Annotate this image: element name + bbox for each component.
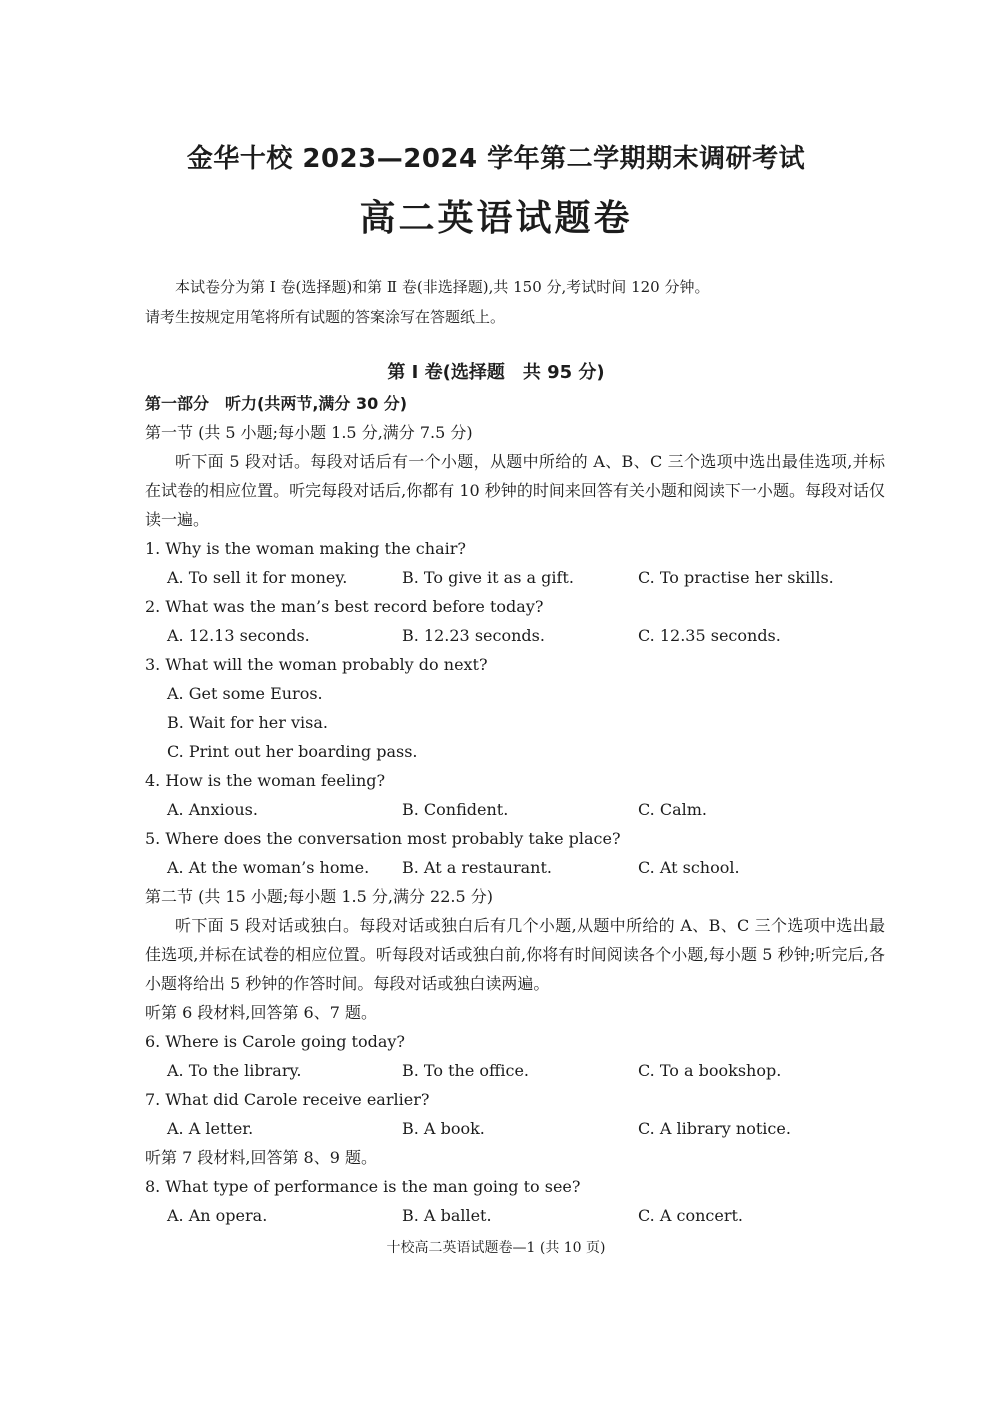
option-c: C. A library notice. [638,1119,791,1138]
option-a: A. To sell it for money. [167,568,348,587]
exam-title: 金华十校 2023—2024 学年第二学期期末调研考试 [186,144,806,174]
intro-text [145,272,865,332]
option-a: A. An opera. [167,1206,268,1225]
material-7-note: 听第 7 段材料,回答第 8、9 题。 [145,1148,377,1167]
option-b: B. A book. [402,1119,485,1138]
option-a: A. A letter. [167,1119,254,1138]
question-4-options [145,795,885,824]
question-4: 4. How is the woman feeling? [145,771,386,790]
part-heading: 第一部分 听力(共两节,满分 30 分) [145,394,408,413]
option-a: A. Get some Euros. [167,684,323,703]
section-2-heading: 第二节 (共 15 小题;每小题 1.5 分,满分 22.5 分) [145,887,493,906]
option-c: C. A concert. [638,1206,743,1225]
option-b: B. 12.23 seconds. [402,626,545,645]
section-1-instructions: 听下面 5 段对话。每段对话后有一个小题，从题中所给的 A、B、C 三个选项中选出最佳选项,并标在试卷的相应位置。听完每段对话后,你都有 10 秒钟的时间来回答有关小题和阅读下一小题。每段对话仅读一遍。 [145,452,885,529]
section-2-instructions: 听下面 5 段对话或独白。每段对话或独白后有几个小题,从题中所给的 A、B、C 三个选项中选出最佳选项,并标在试卷的相应位置。听每段对话或独白前,你将有时间阅读各个小题,每小题 5 秒钟;听完后,各小题将给出 5 秒钟的作答时间。每段对话或独白读两遍。 [145,916,885,993]
intro-line-1: 本试卷分为第 Ⅰ 卷(选择题)和第 Ⅱ 卷(非选择题),共 150 分,考试时间 120 分钟。 [175,278,710,296]
option-b: B. To the office. [402,1061,529,1080]
option-c: C. Print out her boarding pass. [167,742,418,761]
option-b: B. At a restaurant. [402,858,552,877]
question-7-options [145,1114,885,1143]
material-6-note: 听第 6 段材料,回答第 6、7 题。 [145,1003,377,1022]
question-1-options [145,563,885,592]
question-7: 7. What did Carole receive earlier? [145,1090,430,1109]
question-5: 5. Where does the conversation most probably take place? [145,829,621,848]
question-1: 1. Why is the woman making the chair? [145,539,466,558]
question-8: 8. What type of performance is the man going to see? [145,1177,581,1196]
question-6-options [145,1056,885,1085]
question-3: 3. What will the woman probably do next? [145,655,488,674]
option-a: A. To the library. [167,1061,302,1080]
option-c: C. At school. [638,858,740,877]
option-a: A. At the woman’s home. [167,858,370,877]
option-b: B. To give it as a gift. [402,568,574,587]
question-2-options [145,621,885,650]
intro-line-2: 请考生按规定用笔将所有试题的答案涂写在答题纸上。 [145,308,506,326]
option-c: C. To practise her skills. [638,568,834,587]
option-a: A. 12.13 seconds. [167,626,310,645]
option-b: B. A ballet. [402,1206,492,1225]
option-a: A. Anxious. [167,800,258,819]
question-5-options [145,853,885,882]
exam-subtitle: 高二英语试题卷 [359,198,633,239]
volume-title: 第 I 卷(选择题 共 95 分) [387,362,605,383]
page-footer: 十校高二英语试题卷—1 (共 10 页) [386,1240,606,1256]
question-8-options [145,1201,885,1230]
question-6: 6. Where is Carole going today? [145,1032,406,1051]
option-c: C. To a bookshop. [638,1061,782,1080]
option-c: C. Calm. [638,800,707,819]
option-b: B. Wait for her visa. [167,713,328,732]
option-c: C. 12.35 seconds. [638,626,781,645]
question-2: 2. What was the man’s best record before today? [145,597,544,616]
section-1-heading: 第一节 (共 5 小题;每小题 1.5 分,满分 7.5 分) [145,423,473,442]
option-b: B. Confident. [402,800,509,819]
exam-body [145,389,885,1230]
